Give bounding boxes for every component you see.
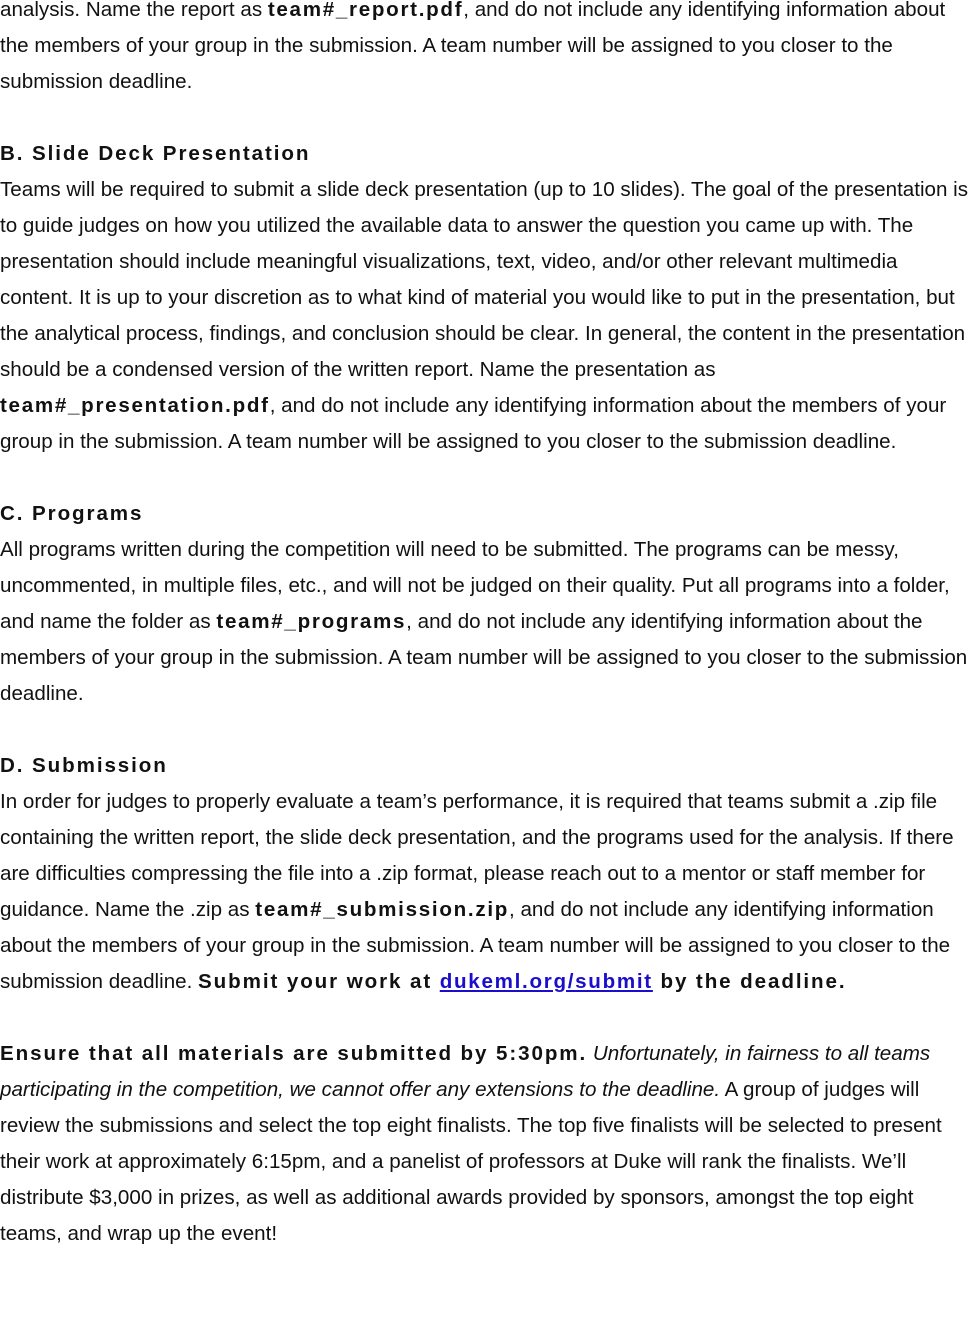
submission-text-2: , and do not include any identifying information about the members of your group in the submission. A team number will be assigned to you closer to the submission deadline. xyxy=(0,898,951,993)
closing-text: A group of judges will review the submissions and select the top eight finalists. The top five finalists will be selected to present their work at approximately 6:15pm, and a panelist of professors at Duke will rank the finalists. We’ll distribute $3,000 in prizes, as well as additional awards provided by sponsors, amongst the top eight teams, and wrap up the event! xyxy=(0,1078,942,1245)
closing-paragraph xyxy=(0,1036,970,1252)
slide-deck-text-2: , and do not include any identifying information about the members of your group in the submission. A team number will be assigned to you closer to the submission deadline. xyxy=(0,394,947,453)
submission-text-1: In order for judges to properly evaluate a team’s performance, it is required that teams submit a .zip file containing the written report, the slide deck presentation, and the programs used for the analysis. If there are difficulties compressing the file into a .zip format, please reach out to a mentor or staff member for guidance. Name the .zip as xyxy=(0,790,954,921)
report-filename: team#_report.pdf xyxy=(267,0,464,21)
submission-paragraph xyxy=(0,784,970,1000)
submit-deadline: by the deadline. xyxy=(652,970,847,993)
no-extensions-note: Unfortunately, in fairness to all teams participating in the competition, we cannot offer any extensions to the deadline. xyxy=(0,1042,931,1101)
programs-text-2: , and do not include any identifying information about the members of your group in the submission. A team number will be assigned to you closer to the submission deadline. xyxy=(0,610,968,705)
slide-deck-paragraph xyxy=(0,172,970,460)
programs-text-1: All programs written during the competition will need to be submitted. The programs can be messy, uncommented, in multiple files, etc., and will not be judged on their quality. Put all programs into a folder, and name the folder as xyxy=(0,538,950,633)
deadline-notice: Ensure that all materials are submitted by 5:30pm. xyxy=(0,1042,588,1065)
section-spacer xyxy=(0,100,970,136)
programs-heading: C. Programs xyxy=(0,502,144,525)
programs-foldername: team#_programs xyxy=(216,610,407,633)
slide-deck-text-1: Teams will be required to submit a slide deck presentation (up to 10 slides). The goal of the presentation is to guide judges on how you utilized the available data to answer the question you came up with. The presentation should include meaningful visualizations, text, video, and/or other relevant multimedia content. It is up to your discretion as to what kind of material you would like to put in the presentation, but the analytical process, findings, and conclusion should be clear. In general, the content in the presentation should be a condensed version of the written report. Name the presentation as xyxy=(0,178,969,381)
report-text-2: , and do not include any identifying information about the members of your group in the submission. A team number will be assigned to you closer to the submission deadline. xyxy=(0,0,946,93)
slide-deck-heading: B. Slide Deck Presentation xyxy=(0,142,311,165)
submission-filename: team#_submission.zip xyxy=(255,898,510,921)
report-text-1: analysis. Name the report as xyxy=(0,0,268,21)
section-spacer xyxy=(0,712,970,748)
report-paragraph xyxy=(0,0,970,100)
programs-paragraph xyxy=(0,532,970,712)
submit-link[interactable]: dukeml.org/submit xyxy=(439,970,653,993)
presentation-filename: team#_presentation.pdf xyxy=(0,394,270,417)
submission-heading: D. Submission xyxy=(0,754,168,777)
section-spacer xyxy=(0,1000,970,1036)
submit-instruction: Submit your work at xyxy=(198,970,440,993)
section-spacer xyxy=(0,460,970,496)
